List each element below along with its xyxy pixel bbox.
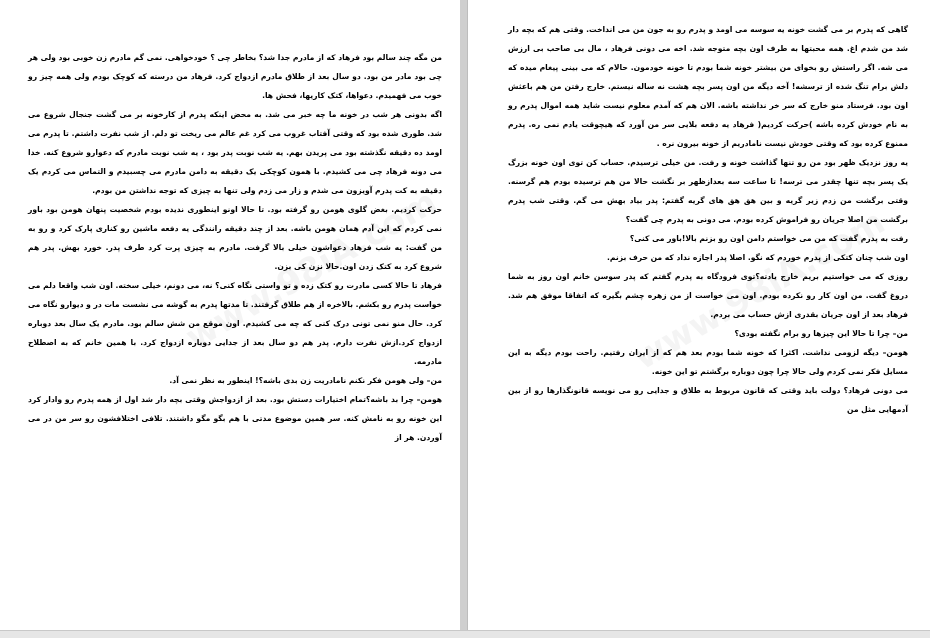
right-page-text xyxy=(508,20,908,419)
paragraph: هومن– دیگه لزومی نداشت. اکثرا که خونه شما بودم بعد هم که از ایران رفتیم. راحت بودم دیگه به این مسایل فکر نمی کردم ولی حالا چرا چون دوباره برگشتم تو این خونه. xyxy=(508,348,908,376)
paragraph: می دونی فرهاد؟ دولت باید وقتی که قانون مربوط به طلاق و جدایی رو می نویسه قانونگذارها رو از بین آدمهایی مثل من xyxy=(508,386,908,414)
right-page xyxy=(467,0,930,630)
left-page xyxy=(0,0,461,630)
paragraph: یه روز نزدیک ظهر بود من رو تنها گذاشت خونه و رفت. من خیلی ترسیدم. حساب کن توی اون خونه بزرگ یک پسر بچه تنها چقدر می ترسه! تا ساعت سه بعدازظهر بر نگشت حالا من هم ترسیده بودم هم گرسنه. وقتی برگشت من زدم زیر گریه و بین هق هق های گریه گفتم: پدر بیاد بهش می گم. وقتی شب پدرم برگشت من اصلا جریان رو فراموش کرده بودم. می دونی به پدرم چی گفت؟ xyxy=(508,158,908,224)
paragraph: گاهی که پدرم بر می گشت خونه یه سوسه می اومد و پدرم رو به جون من می انداخت. وقتی هم که بچه دار شد من شدم اغ. همه محبتها به طرف اون بچه متوجه شد. اخه می دونی فرهاد ، مال بی صاحب بی ارزش می شه. اگر راستش رو بخوای من بیشتر خونه شما بودم تا خونه خودمون. حالام که می بینی پیغام میده که دلش برام تنگ شده از ترسشه! آخه دیگه من اون پسر بچه هشت نه ساله نیستم. خارج رفتن من هم باعثش اون بود. فرستاد منو خارج که سر خر نداشته باشه. الان هم که آمدم معلوم نیست شاید همه اموال پدرم رو به نام خودش کرده باشه )حرکت کردیم( فرهاد یه دفعه بلایی سر من آورد که هیچوقت یادم نمی ره. پدرم ممنوع کرده بود که وقتی خودش نیست نامادریم از خونه بیرون نره . xyxy=(508,25,908,148)
page-gutter xyxy=(460,0,467,630)
paragraph: اگه بدونی هر شب در خونه ما چه خبر می شد. به محض اینکه پدرم از کارخونه بر می گشت جنجال شروع می شد. طوری شده بود که وقتی آفتاب غروب می کرد غم عالم می ریخت تو دلم. از شب نفرت داشتم. تا پدرم می اومد ده دقیقه نگذشته بود می پریدن بهم. یه شب نوبت پدر بود ، یه شب نوبت مادرم که دعوارو شروع کنه. خدا می دونه فرهاد چی می کشیدم. با همون کوچکی یک دقیقه به دامن مادرم می چسبیدم و التماس می کردم یک دقیقه به کت پدرم آویزون می شدم و زار می زدم ولی تنها به چیزی که توجه نداشتن من بودم. xyxy=(28,110,442,195)
paragraph: روزی که می خواستیم بریم خارج یادته؟توی فرودگاه به پدرم گفتم که پدر سوسن خانم اون روز به شما دروغ گفت. من اون کار رو نکرده بودم. اون می خواست از من زهره چشم بگیره که اتفاقا موفق هم شد. فرهاد بعد از اون جریان بقدری ازش حساب می بردم. xyxy=(508,272,908,319)
paragraph: اون شب چنان کتکی از پدرم خوردم که نگو. اصلا پدر اجازه نداد که من حرف بزنم. xyxy=(607,253,908,262)
paragraph: هومن– چرا بد باشه؟تمام اختیارات دستش بود. بعد از ازدواجش وقتی بچه دار شد اول از همه پدرم رو وادار کرد این خونه رو به نامش کنه. سر همین موضوع مدتی با هم بگو مگو داشتند. تلافی اختلافشون رو سر من در می آوردن. هر از xyxy=(28,395,442,442)
left-page-text xyxy=(28,48,442,447)
paragraph: من– چرا تا حالا این چیزها رو برام نگفته بودی؟ xyxy=(734,329,908,338)
paragraph: من مگه چند سالم بود فرهاد که از مادرم جدا شد؟ بخاطر چی ؟ خودخواهی. نمی گم مادرم زن خوبی بود ولی هر چی بود مادر من بود. دو سال بعد از طلاق مادرم ازدواج کرد. فرهاد من درسته که کوچک بودم ولی همه چیز رو خوب می فهمیدم. دعواها، کتک کاریها، فحش ها. xyxy=(28,53,442,100)
paragraph: حرکت کردیم. بغض گلوی هومن رو گرفته بود. تا حالا اونو اینطوری ندیده بودم شخصیت پنهان هومن بود باور نمی کردم که این آدم همان هومن باشه. بعد از چند دقیقه رانندگی یه دفعه ماشین رو کناری پارک کرد و رو به من گفت: یه شب فرهاد دعواشون خیلی بالا گرفت. مادرم به چیزی پرت کرد طرف پدر. خورد بهش. پدر هم شروع کرد به کتک زدن اون.حالا نزن کی بزن. xyxy=(28,205,442,271)
paragraph: فرهاد تا حالا کسی مادرت رو کتک زده و تو واستی نگاه کنی؟ نه، می دونم، خیلی سخته. اون شب واقعا دلم می خواست پدرم رو بکشم. بالاخره از هم طلاق گرفتند. تا مدتها پدرم به گوشه می نشست مات در و دیوارو نگاه می کرد. حال منو نمی تونی درک کنی که چه می کشیدم. اون موقع من شش سالم بود. مادرم یک سال بعد دوباره ازدواج کرد.ازش نفرت دارم. پدر هم دو سال بعد از جدایی دوباره ازدواج کرد. با همین خانم که به اصطلاح مادرمه. xyxy=(28,281,442,366)
paragraph: رفت به پدرم گفت که من می خواستم دامن اون رو بزنم بالا!باور می کنی؟ xyxy=(629,234,908,243)
paragraph: من– ولی هومن فکر نکنم نامادریت زن بدی باشه؟! اینطور به نظر نمی آد. xyxy=(169,376,442,385)
